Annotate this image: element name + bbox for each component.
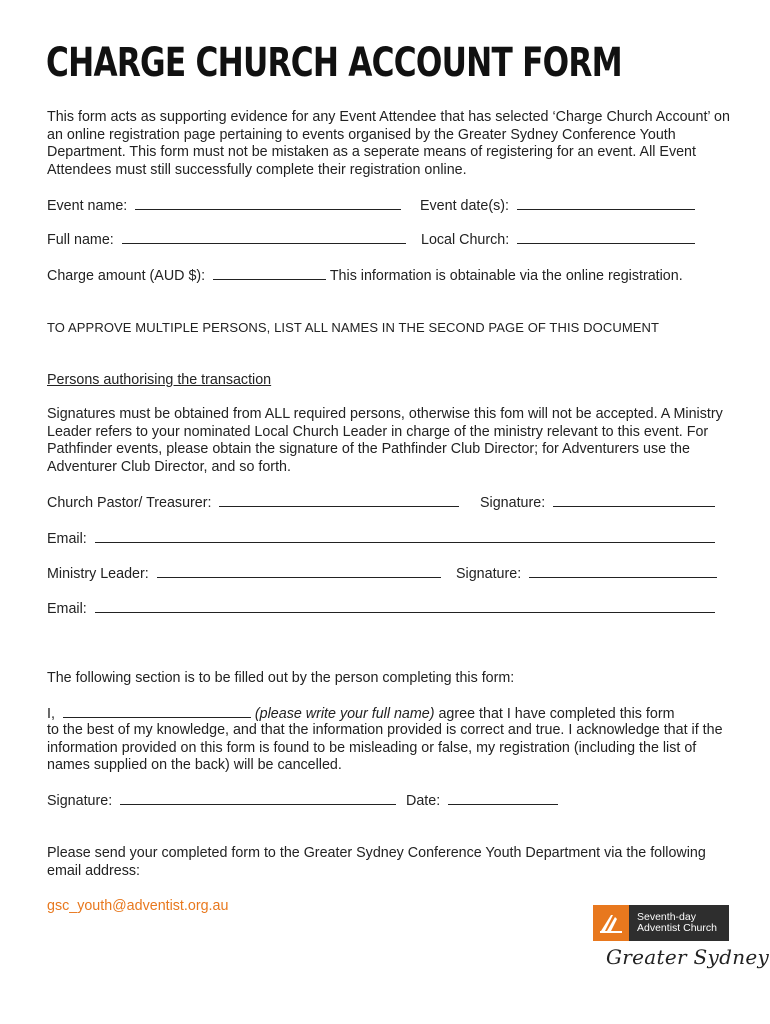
church-logo [593,905,729,941]
pastor-name-field[interactable] [219,494,459,507]
declaration-intro: The following section is to be filled out by the person completing this form: [47,670,515,686]
charge-amount-label: Charge amount (AUD $): [47,268,206,284]
ministry-signature-row [456,565,717,582]
declaration-first-line-rest: agree that I have completed this form [438,706,675,722]
event-dates-field[interactable] [517,197,695,210]
event-name-row [47,197,401,214]
event-dates-label: Event date(s): [420,198,509,214]
declaration-date-row [406,792,558,809]
charge-amount-row [47,267,683,284]
ministry-signature-field[interactable] [529,565,717,578]
ministry-label: Ministry Leader: [47,566,149,582]
declaration-date-field[interactable] [448,792,558,805]
pastor-label: Church Pastor/ Treasurer: [47,495,212,511]
event-dates-row [420,197,695,214]
local-church-label: Local Church: [421,232,510,248]
multiple-persons-note: TO APPROVE MULTIPLE PERSONS, LIST ALL NAMES IN THE SECOND PAGE OF THIS DOCUMENT [47,320,660,335]
charge-amount-field[interactable] [213,267,326,280]
contact-email-link[interactable]: gsc_youth@adventist.org.au [47,898,229,914]
declaration-signature-label: Signature: [47,793,113,809]
declaration-i-label: I, [47,706,55,722]
intro-paragraph: This form acts as supporting evidence for any Event Attendee that has selected ‘Charge Church Account’ on an online registration page pertaining to events organised by the Greater Sydney Conference Youth Department. This form must not be mistaken as a seperate means of registering for an event. All Event Attendees must still successfully complete their registration online. [47,109,730,178]
local-church-field[interactable] [517,231,695,244]
event-name-label: Event name: [47,198,128,214]
pastor-signature-row [480,494,715,511]
charge-amount-note: This information is obtainable via the online registration. [329,268,683,284]
declaration-date-label: Date: [406,793,441,809]
greater-sydney-wordmark: Greater Sydney [606,945,770,969]
ministry-email-label: Email: [47,601,87,617]
pastor-email-label: Email: [47,531,87,547]
declaration-hint: (please write your full name) [254,706,435,722]
pastor-signature-field[interactable] [553,494,715,507]
declaration-paragraph: to the best of my knowledge, and that the information provided is correct and true. I acknowledge that if the information provided on this form is found to be misleading or false, my registration (including the list of names supplied on the back) will be cancelled. [47,722,723,774]
declaration-signature-row [47,792,396,809]
pastor-email-row [47,530,715,547]
declaration-signature-field[interactable] [120,792,396,805]
church-flame-icon [593,905,629,941]
ministry-name-field[interactable] [157,565,441,578]
full-name-row [47,231,406,248]
declaration-first-line [47,705,675,722]
authorising-heading: Persons authorising the transaction [47,372,272,388]
form-title: CHARGE CHURCH ACCOUNT FORM [46,40,622,86]
pastor-email-field[interactable] [95,530,715,543]
send-instructions: Please send your completed form to the Greater Sydney Conference Youth Department via the following email address: [47,845,706,879]
logo-line-1: Seventh-day [637,911,696,923]
declaration-name-field[interactable] [63,705,251,718]
logo-text [629,912,717,934]
full-name-label: Full name: [47,232,114,248]
ministry-email-row [47,600,715,617]
pastor-signature-label: Signature: [480,495,546,511]
full-name-field[interactable] [122,231,406,244]
local-church-row [421,231,695,248]
ministry-email-field[interactable] [95,600,715,613]
ministry-row [47,565,441,582]
event-name-field[interactable] [135,197,401,210]
logo-line-2: Adventist Church [637,922,717,934]
authorising-paragraph: Signatures must be obtained from ALL required persons, otherwise this fom will not be accepted. A Ministry Leader refers to your nominated Local Church Leader in charge of the ministry relevant to this event. For Pathfinder events, please obtain the signature of the Pathfinder Club Director; for Adventurers use the Adventurer Club Director, and so forth. [47,406,723,475]
ministry-signature-label: Signature: [456,566,522,582]
pastor-row [47,494,459,511]
